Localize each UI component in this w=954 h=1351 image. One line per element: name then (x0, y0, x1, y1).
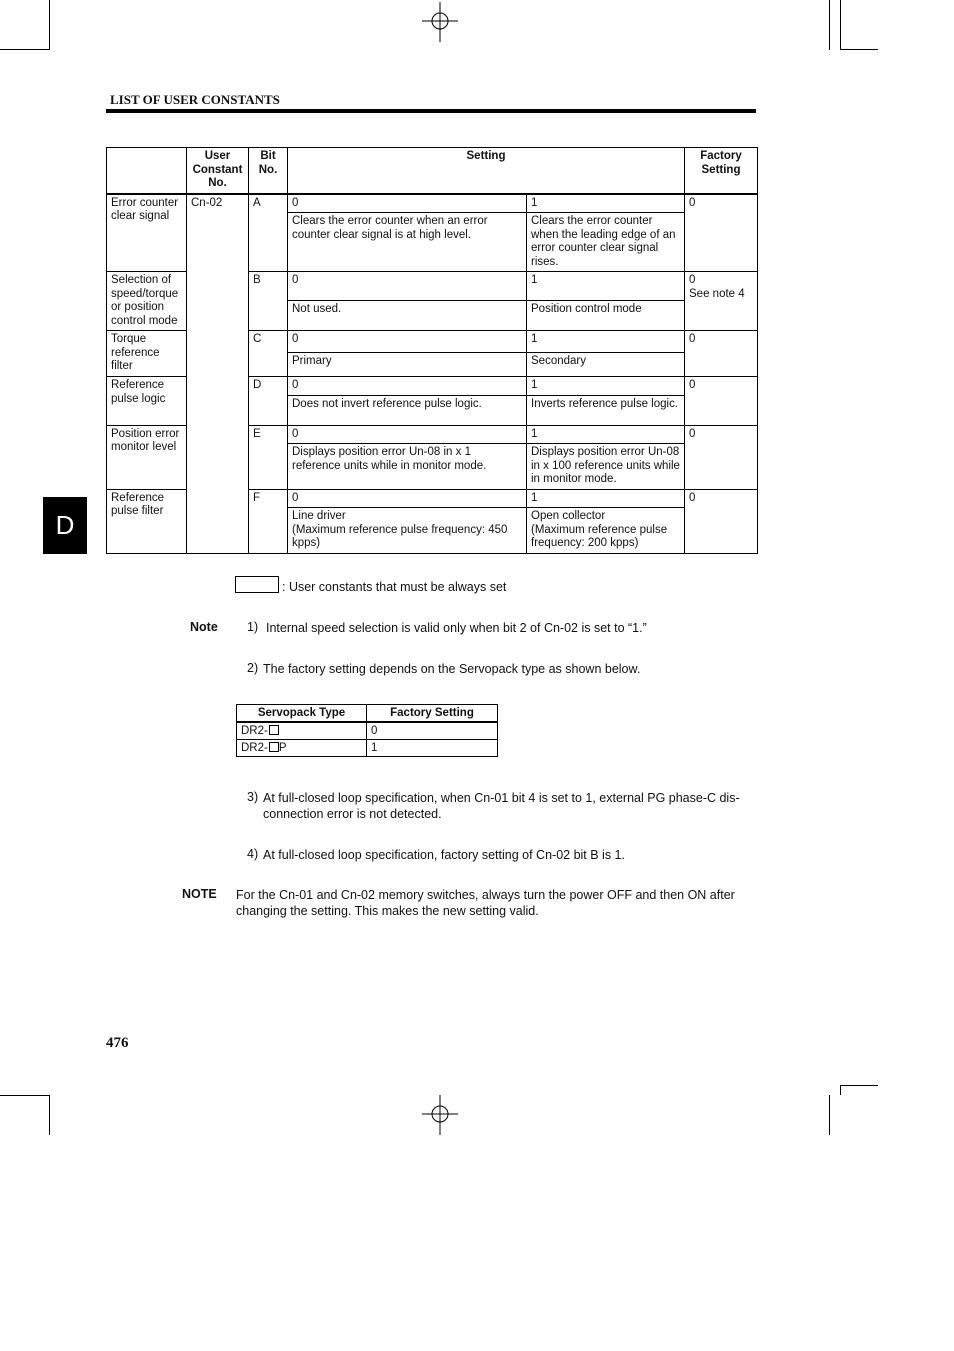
row-name: Error counter clear signal (107, 194, 187, 272)
user-constants-table (106, 147, 758, 554)
header-rule (106, 109, 756, 113)
factory-value: 1 (367, 740, 498, 757)
factory-setting: 0 (685, 194, 758, 272)
note-1: Internal speed selection is valid only when bit 2 of Cn-02 is set to “1.” (266, 621, 647, 635)
setting-desc-0: Primary (288, 353, 527, 377)
setting-value-0: 0 (288, 489, 527, 508)
note-4: At full-closed loop specification, factory setting of Cn-02 bit B is 1. (263, 848, 625, 862)
setting-value-0: 0 (288, 331, 527, 353)
setting-desc-0: Clears the error counter when an error counter clear signal is at high level. (288, 213, 527, 272)
setting-value-0: 0 (288, 425, 527, 444)
crop-mark (0, 1095, 50, 1096)
servopack-table (236, 704, 498, 757)
bit-no: B (249, 272, 288, 331)
row-name: Position error monitor level (107, 425, 187, 489)
registration-mark (420, 1095, 460, 1135)
factory-setting-header: Factory Setting (367, 705, 498, 723)
setting-desc-0: Does not invert reference pulse logic. (288, 395, 527, 425)
note-2: The factory setting depends on the Servopack type as shown below. (263, 662, 641, 676)
crop-mark (840, 0, 841, 50)
bit-no: D (249, 377, 288, 426)
header-bit: Bit No. (249, 148, 288, 194)
important-note-text: For the Cn-01 and Cn-02 memory switches, always turn the power OFF and then ON after changing the setting. This makes the new setting valid. (236, 888, 735, 918)
crop-mark (840, 1085, 841, 1095)
section-tab: D (43, 497, 87, 554)
setting-value-1: 1 (527, 331, 685, 353)
servopack-type-suffix: P (278, 742, 287, 754)
crop-mark (0, 49, 50, 50)
page-header-title: LIST OF USER CONSTANTS (110, 92, 280, 107)
important-note-label: NOTE (182, 887, 217, 901)
header-user-constant: User Constant No. (187, 148, 249, 194)
servopack-type-header: Servopack Type (237, 705, 367, 723)
setting-desc-1: Displays position error Un-08 in x 100 reference units while in monitor mode. (527, 444, 685, 490)
legend-swatch (235, 576, 279, 593)
factory-setting: 0 (685, 489, 758, 553)
note-3: At full-closed loop specification, when Cn-01 bit 4 is set to 1, external PG phase-C dis-connection error is not detected. (263, 791, 740, 821)
bit-no: C (249, 331, 288, 377)
servopack-type-cell (237, 722, 367, 740)
setting-desc-1: Position control mode (527, 300, 685, 330)
setting-value-1: 1 (527, 377, 685, 396)
header-blank (107, 148, 187, 194)
factory-setting: 0 (685, 377, 758, 426)
servopack-type: DR2- (241, 742, 268, 754)
header-setting: Setting (288, 148, 685, 194)
constant-no: Cn-02 (187, 194, 249, 554)
servopack-type: DR2- (241, 725, 268, 737)
crop-mark (840, 1085, 878, 1086)
setting-value-0: 0 (288, 194, 527, 213)
row-name: Reference pulse filter (107, 489, 187, 553)
bit-no: A (249, 194, 288, 272)
setting-desc-0: Line driver (Maximum reference pulse frequency: 450 kpps) (288, 508, 527, 554)
crop-mark (829, 1095, 830, 1135)
placeholder-box-icon (269, 725, 279, 735)
setting-desc-1: Inverts reference pulse logic. (527, 395, 685, 425)
registration-mark (420, 2, 460, 42)
factory-setting: 0 (685, 331, 758, 377)
bit-no: F (249, 489, 288, 553)
crop-mark (829, 0, 830, 50)
crop-mark (840, 49, 878, 50)
row-name: Selection of speed/torque or position control mode (107, 272, 187, 331)
note-number: 4) (247, 847, 259, 861)
servopack-type-cell (237, 740, 367, 757)
setting-desc-1: Open collector (Maximum reference pulse frequency: 200 kpps) (527, 508, 685, 554)
factory-value: 0 (367, 722, 498, 740)
note-number: 3) (247, 790, 259, 804)
note-number: 1) (247, 620, 259, 634)
setting-value-0: 0 (288, 272, 527, 301)
header-factory: Factory Setting (685, 148, 758, 194)
setting-desc-0: Displays position error Un-08 in x 1 reference units while in monitor mode. (288, 444, 527, 490)
setting-value-1: 1 (527, 272, 685, 301)
bit-no: E (249, 425, 288, 489)
setting-value-0: 0 (288, 377, 527, 396)
crop-mark (49, 1095, 50, 1135)
setting-desc-0: Not used. (288, 300, 527, 330)
note-number: 2) (247, 661, 259, 675)
page-number: 476 (106, 1035, 129, 1051)
placeholder-box-icon (269, 742, 279, 752)
row-name: Reference pulse logic (107, 377, 187, 426)
setting-desc-1: Secondary (527, 353, 685, 377)
setting-desc-1: Clears the error counter when the leading edge of an error counter clear signal rises. (527, 213, 685, 272)
factory-setting: 0 See note 4 (685, 272, 758, 331)
factory-setting: 0 (685, 425, 758, 489)
row-name: Torque reference filter (107, 331, 187, 377)
setting-value-1: 1 (527, 489, 685, 508)
crop-mark (49, 0, 50, 50)
setting-value-1: 1 (527, 194, 685, 213)
setting-value-1: 1 (527, 425, 685, 444)
legend-text: : User constants that must be always set (282, 580, 507, 594)
note-label: Note (190, 620, 218, 634)
